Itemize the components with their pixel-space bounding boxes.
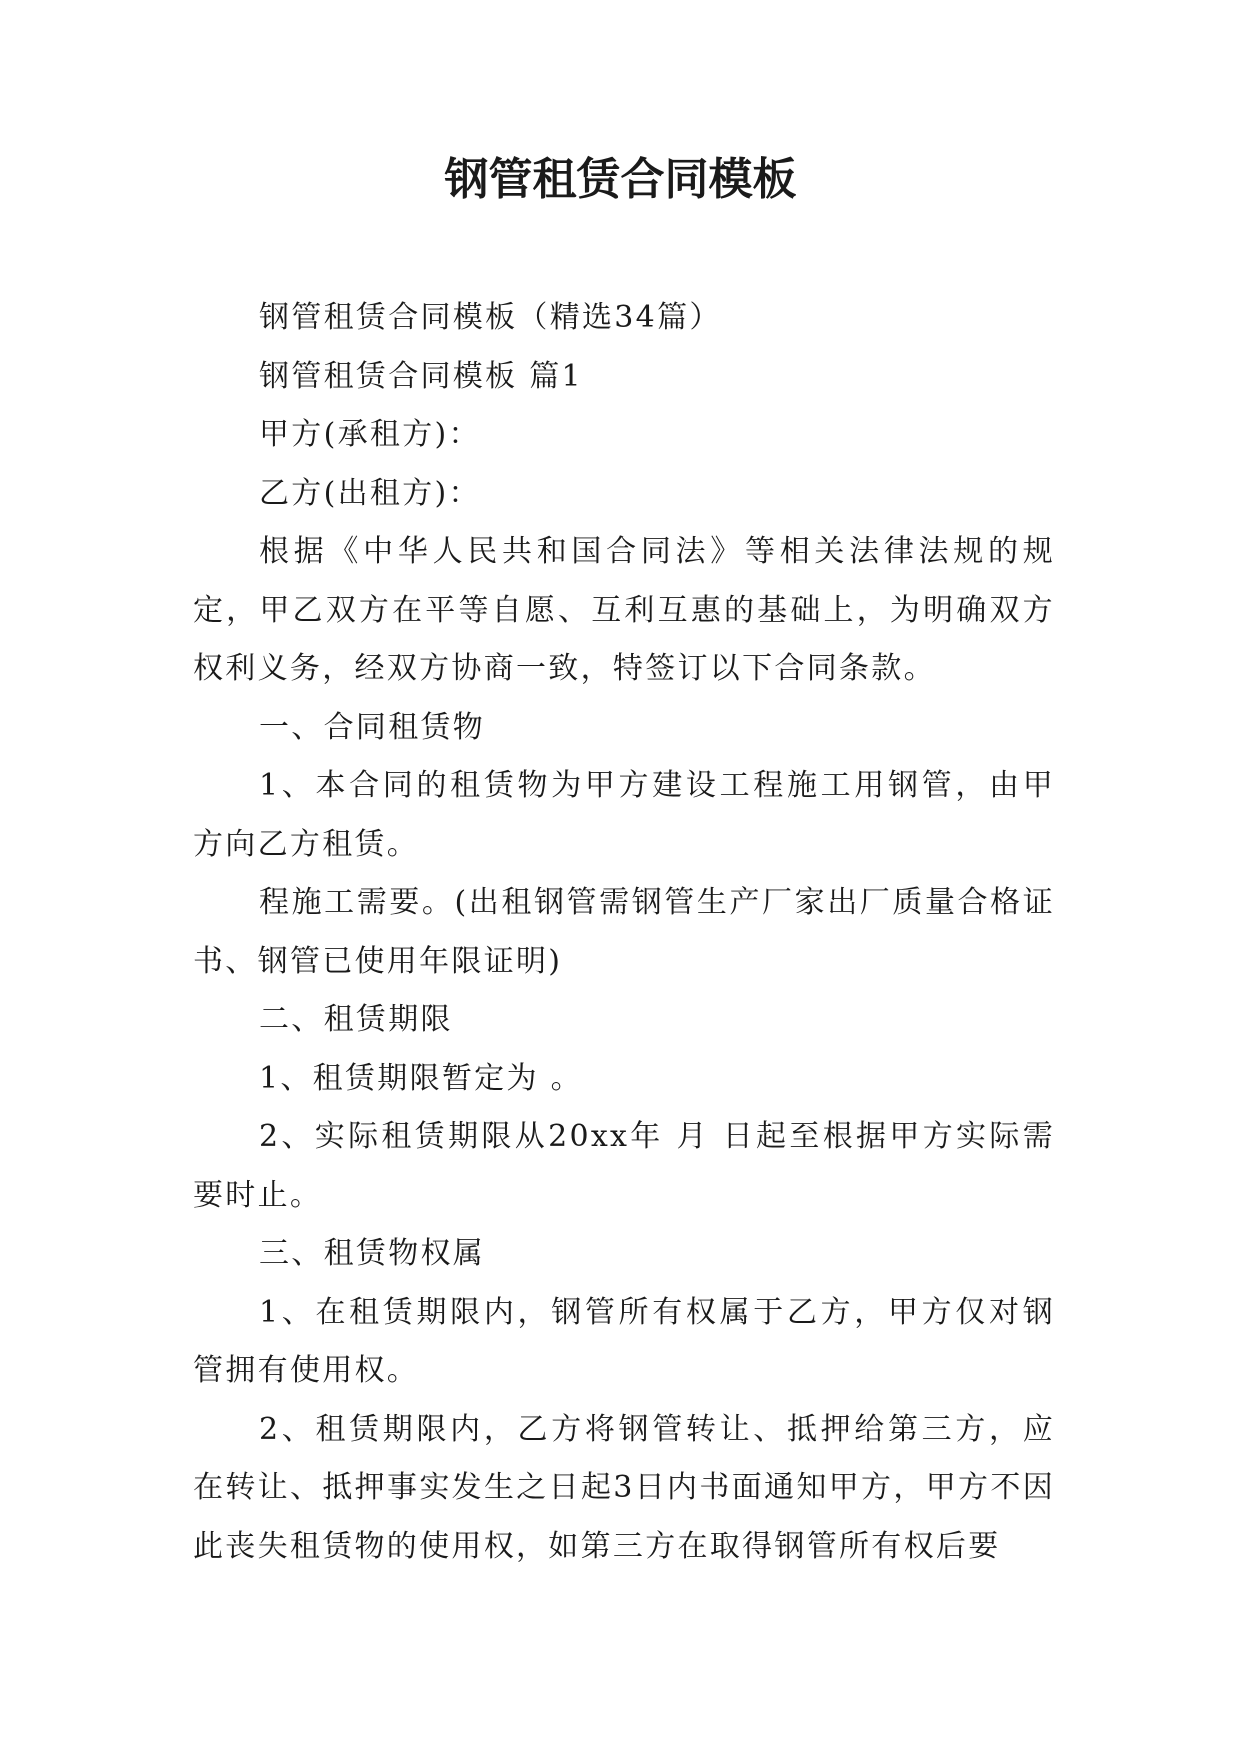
document-title: 钢管租赁合同模板	[444, 154, 797, 205]
paragraph: 钢管租赁合同模板 篇1	[259, 358, 583, 394]
paragraph: 钢管租赁合同模板（精选34篇）	[259, 300, 722, 335]
paragraph: 甲方(承租方)：	[259, 417, 481, 452]
paragraph: 三、租赁物权属	[259, 1236, 486, 1271]
paragraph: 根据《中华人民共和国合同法》等相关法律法规的规定，甲乙双方在平等自愿、互利互惠的基础上，为明确双方权利义务，经双方协商一致，特签订以下合同条款。	[193, 534, 1055, 686]
document-body	[193, 289, 1055, 1576]
paragraph: 1、本合同的租赁物为甲方建设工程施工用钢管，由甲方向乙方租赁。	[193, 768, 1055, 862]
paragraph: 2、租赁期限内，乙方将钢管转让、抵押给第三方，应在转让、抵押事实发生之日起3日内书面通知甲方，甲方不因此丧失租赁物的使用权，如第三方在取得钢管所有权后要	[193, 1411, 1055, 1564]
paragraph: 1、在租赁期限内，钢管所有权属于乙方，甲方仅对钢管拥有使用权。	[193, 1294, 1055, 1388]
paragraph: 2、实际租赁期限从20xx年 月 日起至根据甲方实际需要时止。	[193, 1119, 1055, 1213]
paragraph: 乙方(出租方)：	[259, 475, 481, 511]
paragraph: 1、租赁期限暂定为 。	[259, 1060, 583, 1096]
paragraph: 程施工需要。(出租钢管需钢管生产厂家出厂质量合格证书、钢管已使用年限证明)	[193, 885, 1055, 979]
paragraph: 一、合同租赁物	[259, 709, 486, 745]
paragraph: 二、租赁期限	[259, 1002, 453, 1037]
